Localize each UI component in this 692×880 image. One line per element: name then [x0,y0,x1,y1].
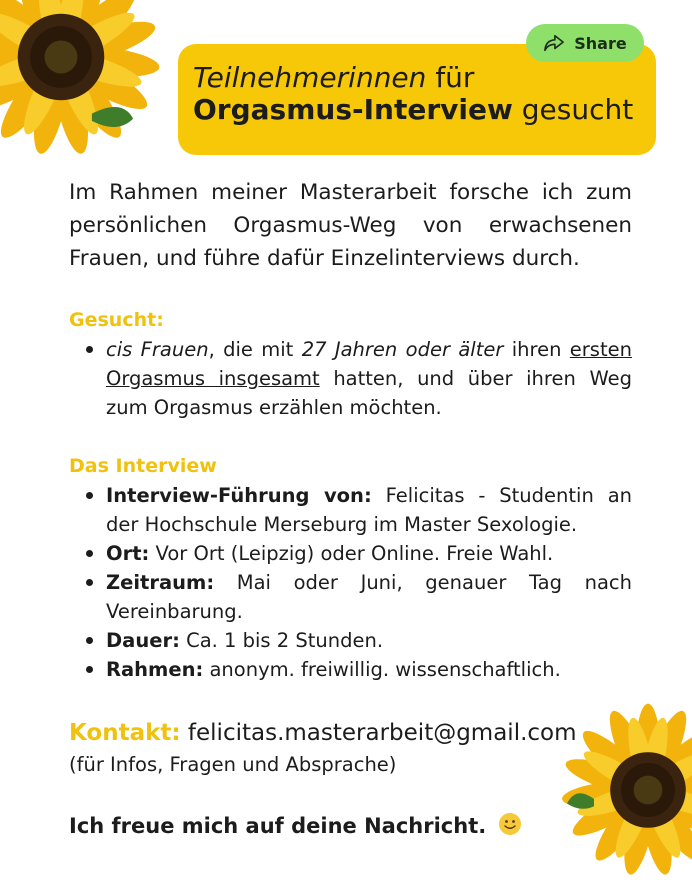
text-segment: ihren [503,338,570,361]
list-item [69,539,632,568]
list-item [69,481,632,539]
title-for: für [435,61,475,94]
banner-title-line2 [193,94,642,126]
item-text: anonym. freiwillig. wissenschaftlich. [203,658,561,681]
contact-email[interactable]: felicitas.masterarbeit@gmail.com [187,720,577,746]
banner-title-line1 [193,62,642,94]
section-title-interview: Das Interview [69,455,217,477]
text-first-orgasm: ersten Orgasmus insgesamt [106,338,632,390]
list-item [69,626,632,655]
sunflower-bottom-icon [558,700,692,880]
item-label: Dauer: [106,629,180,652]
item-text: Felicitas - Studentin an der Hochschule Merseburg im Master Sexologie. [106,484,633,536]
title-orgasm-interview: Orgasmus-Interview [193,93,513,126]
item-label: Zeitraum: [106,571,215,594]
item-text: Mai oder Juni, genauer Tag nach Vereinbarung. [106,571,632,623]
title-wanted: gesucht [521,93,634,126]
interview-list [69,481,632,684]
text-cis-frauen: cis Frauen [106,338,209,361]
intro-text: Im Rahmen meiner Masterarbeit forsche ich zum persönlichen Orgasmus-Weg von erwachsenen Frauen, und führe dafür Einzelinterviews durch. [69,180,632,271]
text-segment: , die mit [208,338,302,361]
sunflower-top-icon [0,0,164,160]
item-text: Vor Ort (Leipzig) oder Online. Freie Wahl. [149,542,554,565]
section-title-gesucht: Gesucht: [69,309,164,331]
item-text: Ca. 1 bis 2 Stunden. [179,629,384,652]
item-label: Rahmen: [106,658,204,681]
closing-text: Ich freue mich auf deine Nachricht. [69,814,487,838]
contact-note: (für Infos, Fragen und Absprache) [69,753,397,776]
contact-label: Kontakt: [69,720,181,746]
share-button[interactable] [526,24,644,62]
gesucht-list [69,335,632,422]
list-item [69,655,632,684]
text-segment: hatten, und über ihren Weg zum Orgasmus erzählen möchten. [106,367,632,419]
share-arrow-icon [543,33,565,53]
contact-line [69,718,577,748]
closing-line [69,811,522,841]
title-participants: Teilnehmerinnen [193,61,427,94]
list-item [69,568,632,626]
list-item [69,335,632,422]
main-content [69,176,633,838]
smiley-icon [498,812,522,836]
item-label: Interview-Führung von: [106,484,372,507]
item-label: Ort: [106,542,150,565]
share-label: Share [574,33,627,53]
text-age: 27 Jahren oder älter [301,338,504,361]
